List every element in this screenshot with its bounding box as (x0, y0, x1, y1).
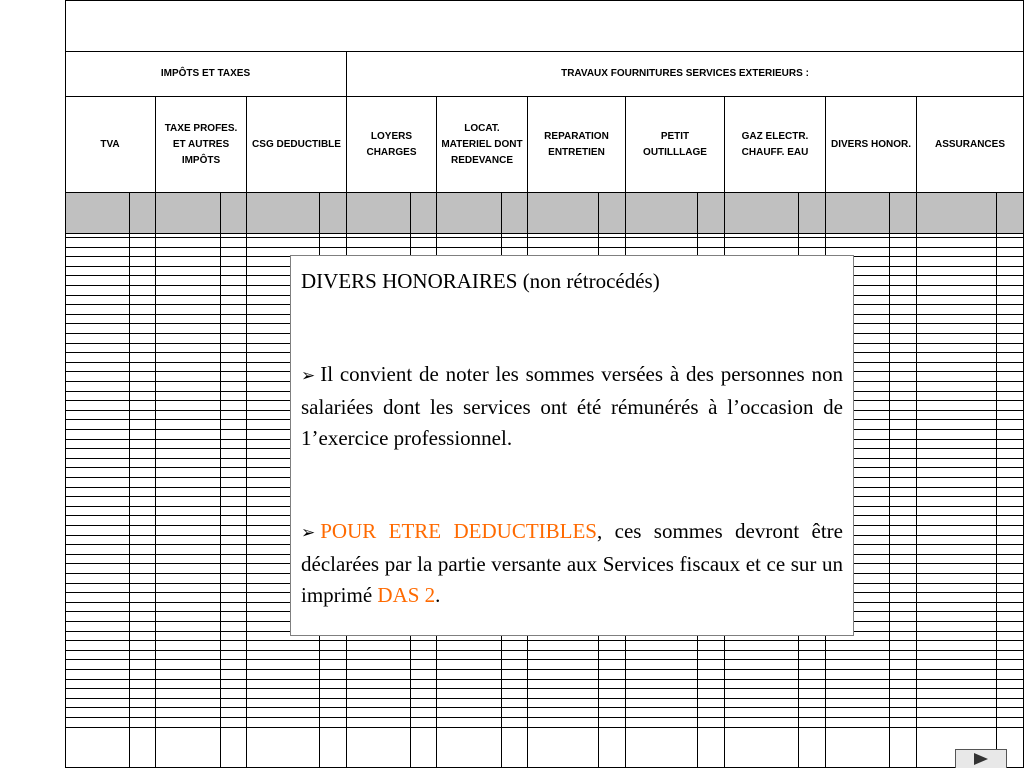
grid-line (65, 233, 1024, 234)
grid-line (65, 669, 1024, 670)
popup-title-sub: (non rétrocédés) (517, 269, 660, 293)
popup-paragraph-2-text: , ces sommes devront être déclarées par la partie versante aux Services fiscaux et ce sur un imprimé (301, 519, 843, 607)
grid-line (65, 0, 66, 768)
arrow-bullet-icon: ➢ (301, 523, 316, 543)
grid-line (65, 237, 1024, 238)
column-header-csg-deductible: CSG DEDUCTIBLE (252, 138, 341, 150)
column-header-loyers-charges: LOYERS CHARGES (366, 130, 417, 158)
column-header-locat-materiel: LOCAT. MATERIEL DONT REDEVANCE (441, 122, 523, 166)
column-header-tva: TVA (100, 138, 120, 150)
grid-line (65, 650, 1024, 651)
column-header-gaz-electr: GAZ ELECTR. CHAUFF. EAU (741, 130, 809, 158)
next-slide-button[interactable] (955, 749, 1007, 768)
popup-highlight-deductibles: POUR ETRE DEDUCTIBLES (320, 519, 597, 543)
grid-line (65, 717, 1024, 718)
grid-line (65, 659, 1024, 660)
info-popup (290, 255, 854, 636)
column-header-taxe-profes: TAXE PROFES. ET AUTRES IMPÔTS (164, 122, 238, 166)
column-header-reparation: REPARATION ENTRETIEN (544, 130, 609, 158)
grid-line (65, 96, 1024, 97)
column-header-divers-honor: DIVERS HONOR. (830, 138, 911, 150)
grid-line (65, 727, 1024, 728)
grid-line (65, 679, 1024, 680)
grid-line (65, 707, 1024, 708)
shaded-row (65, 193, 1023, 233)
popup-title (301, 266, 843, 297)
popup-paragraph-2-end: . (435, 583, 441, 607)
grid-line (65, 698, 1024, 699)
grid-line (65, 247, 1024, 248)
grid-line (65, 640, 1024, 641)
arrow-bullet-icon: ➢ (301, 366, 316, 386)
grid-line (889, 192, 890, 768)
grid-line (65, 688, 1024, 689)
popup-highlight-das2: DAS 2 (377, 583, 436, 607)
grid-line (65, 51, 1024, 52)
play-next-icon (974, 753, 988, 765)
grid-line (155, 96, 156, 768)
popup-paragraph-2 (301, 516, 843, 611)
group-header-impots: IMPÔTS ET TAXES (160, 68, 251, 79)
grid-line (129, 192, 130, 768)
grid-line (65, 192, 1024, 193)
group-header-travaux: TRAVAUX FOURNITURES SERVICES EXTERIEURS : (561, 68, 809, 79)
grid-line (220, 192, 221, 768)
grid-line (916, 96, 917, 768)
popup-paragraph-1-text: Il convient de noter les sommes versées à des personnes non salariées dont les services ont été rémunérés à l’occasion de 1’exercice professionnel. (301, 362, 843, 450)
popup-title-main: DIVERS HONORAIRES (301, 269, 518, 293)
column-header-assurances: ASSURANCES (934, 138, 1005, 150)
grid-line (65, 0, 1024, 1)
popup-paragraph-1 (301, 359, 843, 454)
grid-line (246, 96, 247, 768)
column-header-petit-outillage: PETIT OUTILLLAGE (643, 130, 707, 158)
grid-line (996, 192, 997, 768)
